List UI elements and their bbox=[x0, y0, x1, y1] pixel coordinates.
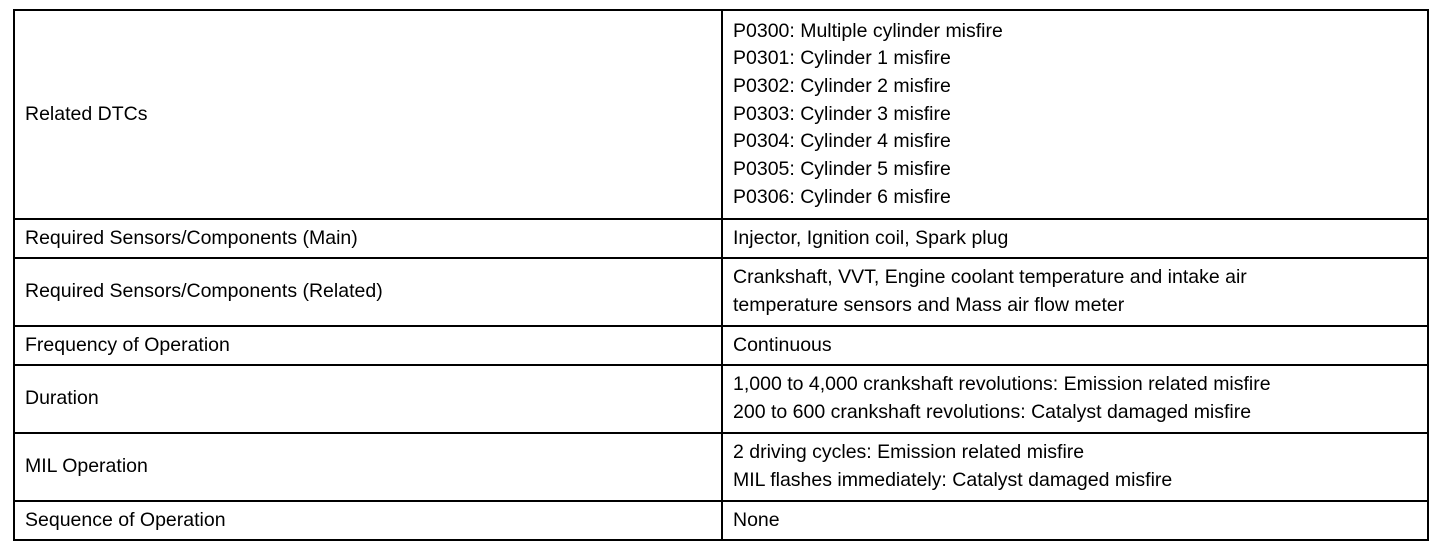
row-value bbox=[722, 365, 1428, 433]
row-value bbox=[722, 258, 1428, 326]
row-value bbox=[722, 326, 1428, 365]
dtc-line: P0302: Cylinder 2 misfire bbox=[733, 74, 951, 97]
table-row-sequence bbox=[14, 501, 1428, 540]
value-line: 2 driving cycles: Emission related misfire bbox=[733, 441, 1085, 464]
row-value bbox=[722, 10, 1428, 219]
row-label: Required Sensors/Components (Related) bbox=[14, 258, 722, 326]
value-line: Crankshaft, VVT, Engine coolant temperature and intake air bbox=[733, 266, 1247, 289]
table-row-mil-operation bbox=[14, 433, 1428, 501]
row-label: Related DTCs bbox=[14, 10, 722, 219]
value-line: None bbox=[733, 508, 780, 531]
table-row-sensors-main bbox=[14, 219, 1428, 258]
dtc-line: P0301: Cylinder 1 misfire bbox=[733, 47, 951, 70]
row-value bbox=[722, 501, 1428, 540]
table-row-sensors-related bbox=[14, 258, 1428, 326]
table-row-duration bbox=[14, 365, 1428, 433]
dtc-line: P0306: Cylinder 6 misfire bbox=[733, 185, 951, 208]
row-label: Duration bbox=[14, 365, 722, 433]
value-line: 1,000 to 4,000 crankshaft revolutions: Emission related misfire bbox=[733, 373, 1271, 396]
table-row-frequency bbox=[14, 326, 1428, 365]
value-line: Injector, Ignition coil, Spark plug bbox=[733, 226, 1009, 249]
dtc-line: P0300: Multiple cylinder misfire bbox=[733, 19, 1003, 42]
row-value bbox=[722, 433, 1428, 501]
row-label: Frequency of Operation bbox=[14, 326, 722, 365]
row-label: Required Sensors/Components (Main) bbox=[14, 219, 722, 258]
row-value bbox=[722, 219, 1428, 258]
row-label: MIL Operation bbox=[14, 433, 722, 501]
value-line: MIL flashes immediately: Catalyst damaged misfire bbox=[733, 469, 1173, 491]
monitor-spec-table bbox=[13, 9, 1429, 541]
value-line: temperature sensors and Mass air flow meter bbox=[733, 294, 1125, 316]
value-line: 200 to 600 crankshaft revolutions: Catalyst damaged misfire bbox=[733, 401, 1252, 423]
dtc-line: P0303: Cylinder 3 misfire bbox=[733, 102, 951, 125]
value-line: Continuous bbox=[733, 333, 832, 356]
row-label: Sequence of Operation bbox=[14, 501, 722, 540]
dtc-line: P0305: Cylinder 5 misfire bbox=[733, 158, 951, 181]
dtc-line: P0304: Cylinder 4 misfire bbox=[733, 130, 951, 153]
table-row-related-dtcs bbox=[14, 10, 1428, 219]
